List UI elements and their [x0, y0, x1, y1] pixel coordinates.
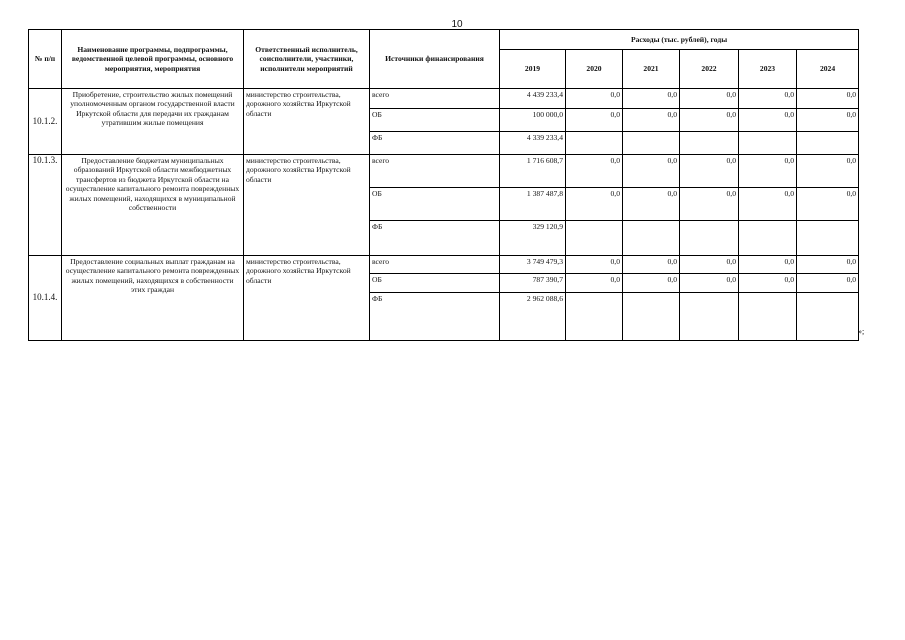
value-cell: 0,0	[797, 155, 859, 188]
value-cell: 0,0	[566, 256, 623, 274]
value-cell: 0,0	[739, 89, 797, 109]
value-cell	[566, 132, 623, 155]
value-cell: 0,0	[623, 109, 680, 132]
row-index: 10.1.2.	[29, 89, 62, 155]
value-cell: 0,0	[739, 109, 797, 132]
header-year: 2022	[680, 50, 739, 89]
funding-source: ОБ	[370, 188, 500, 221]
value-cell: 0,0	[739, 155, 797, 188]
value-cell: 0,0	[739, 188, 797, 221]
funding-source: ОБ	[370, 109, 500, 132]
header-year: 2023	[739, 50, 797, 89]
value-cell: 0,0	[566, 109, 623, 132]
header-year: 2021	[623, 50, 680, 89]
header-year: 2020	[566, 50, 623, 89]
value-cell: 4 439 233,4	[500, 89, 566, 109]
value-cell: 0,0	[680, 256, 739, 274]
value-cell: 329 120,9	[500, 221, 566, 256]
value-cell: 0,0	[797, 89, 859, 109]
table-row	[29, 155, 859, 188]
value-cell: 0,0	[680, 188, 739, 221]
value-cell	[680, 293, 739, 341]
value-cell: 1 716 608,7	[500, 155, 566, 188]
header-year: 2019	[500, 50, 566, 89]
value-cell: 0,0	[797, 188, 859, 221]
value-cell: 0,0	[623, 256, 680, 274]
value-cell	[566, 293, 623, 341]
value-cell: 0,0	[566, 274, 623, 293]
value-cell: 0,0	[797, 109, 859, 132]
funding-source: ФБ	[370, 293, 500, 341]
trailing-mark: »;	[858, 327, 865, 336]
value-cell: 787 390,7	[500, 274, 566, 293]
value-cell: 3 749 479,3	[500, 256, 566, 274]
value-cell: 0,0	[623, 274, 680, 293]
value-cell	[623, 221, 680, 256]
value-cell	[623, 132, 680, 155]
value-cell	[623, 293, 680, 341]
value-cell: 1 387 487,8	[500, 188, 566, 221]
funding-source: ФБ	[370, 221, 500, 256]
value-cell: 2 962 088,6	[500, 293, 566, 341]
row-index: 10.1.4.	[29, 256, 62, 341]
row-name: Предоставление бюджетам муниципальных образований Иркутской области межбюджетных трансфертов из бюджета Иркутской области на осуществление капитального ремонта поврежденных жилых помещений, находящихся в муниципальной собственности	[62, 155, 244, 256]
value-cell: 0,0	[680, 274, 739, 293]
table-row	[29, 256, 859, 274]
value-cell: 0,0	[797, 274, 859, 293]
value-cell	[797, 293, 859, 341]
value-cell: 100 000,0	[500, 109, 566, 132]
value-cell: 0,0	[680, 155, 739, 188]
header-name: Наименование программы, подпрограммы, ведомственной целевой программы, основного мероприятия, мероприятия	[62, 30, 244, 89]
funding-source: всего	[370, 256, 500, 274]
table-row	[29, 89, 859, 109]
row-index: 10.1.3.	[29, 155, 62, 256]
value-cell	[739, 221, 797, 256]
value-cell	[739, 132, 797, 155]
value-cell: 0,0	[623, 89, 680, 109]
header-no: № п/п	[29, 30, 62, 89]
value-cell	[739, 293, 797, 341]
value-cell: 0,0	[566, 188, 623, 221]
value-cell: 0,0	[739, 274, 797, 293]
value-cell: 0,0	[797, 256, 859, 274]
value-cell: 0,0	[566, 155, 623, 188]
funding-source: ФБ	[370, 132, 500, 155]
funding-source: всего	[370, 89, 500, 109]
value-cell: 0,0	[623, 155, 680, 188]
value-cell: 0,0	[739, 256, 797, 274]
value-cell	[680, 132, 739, 155]
header-year: 2024	[797, 50, 859, 89]
expenditure-table	[28, 29, 859, 341]
funding-source: ОБ	[370, 274, 500, 293]
row-name: Предоставление социальных выплат гражданам на осуществление капитального ремонта поврежденных жилых помещений, находящихся в собственности этих граждан	[62, 256, 244, 341]
row-responsible: министерство строительства, дорожного хозяйства Иркутской области	[244, 256, 370, 341]
value-cell	[680, 221, 739, 256]
page-number: 10	[451, 19, 463, 30]
value-cell	[566, 221, 623, 256]
funding-source: всего	[370, 155, 500, 188]
header-funding-source: Источники финансирования	[370, 30, 500, 89]
value-cell: 0,0	[623, 188, 680, 221]
row-responsible: министерство строительства, дорожного хозяйства Иркутской области	[244, 155, 370, 256]
value-cell	[797, 132, 859, 155]
value-cell: 0,0	[680, 89, 739, 109]
value-cell: 4 339 233,4	[500, 132, 566, 155]
header-responsible: Ответственный исполнитель, соисполнители, участники, исполнители мероприятий	[244, 30, 370, 89]
row-responsible: министерство строительства, дорожного хозяйства Иркутской области	[244, 89, 370, 155]
header-expenditure: Расходы (тыс. рублей), годы	[500, 30, 859, 50]
value-cell: 0,0	[566, 89, 623, 109]
row-name: Приобретение, строительство жилых помещений уполномоченным органом государственной власти Иркутской области для передачи их гражданам утратившим жилые помещения	[62, 89, 244, 155]
value-cell: 0,0	[680, 109, 739, 132]
value-cell	[797, 221, 859, 256]
